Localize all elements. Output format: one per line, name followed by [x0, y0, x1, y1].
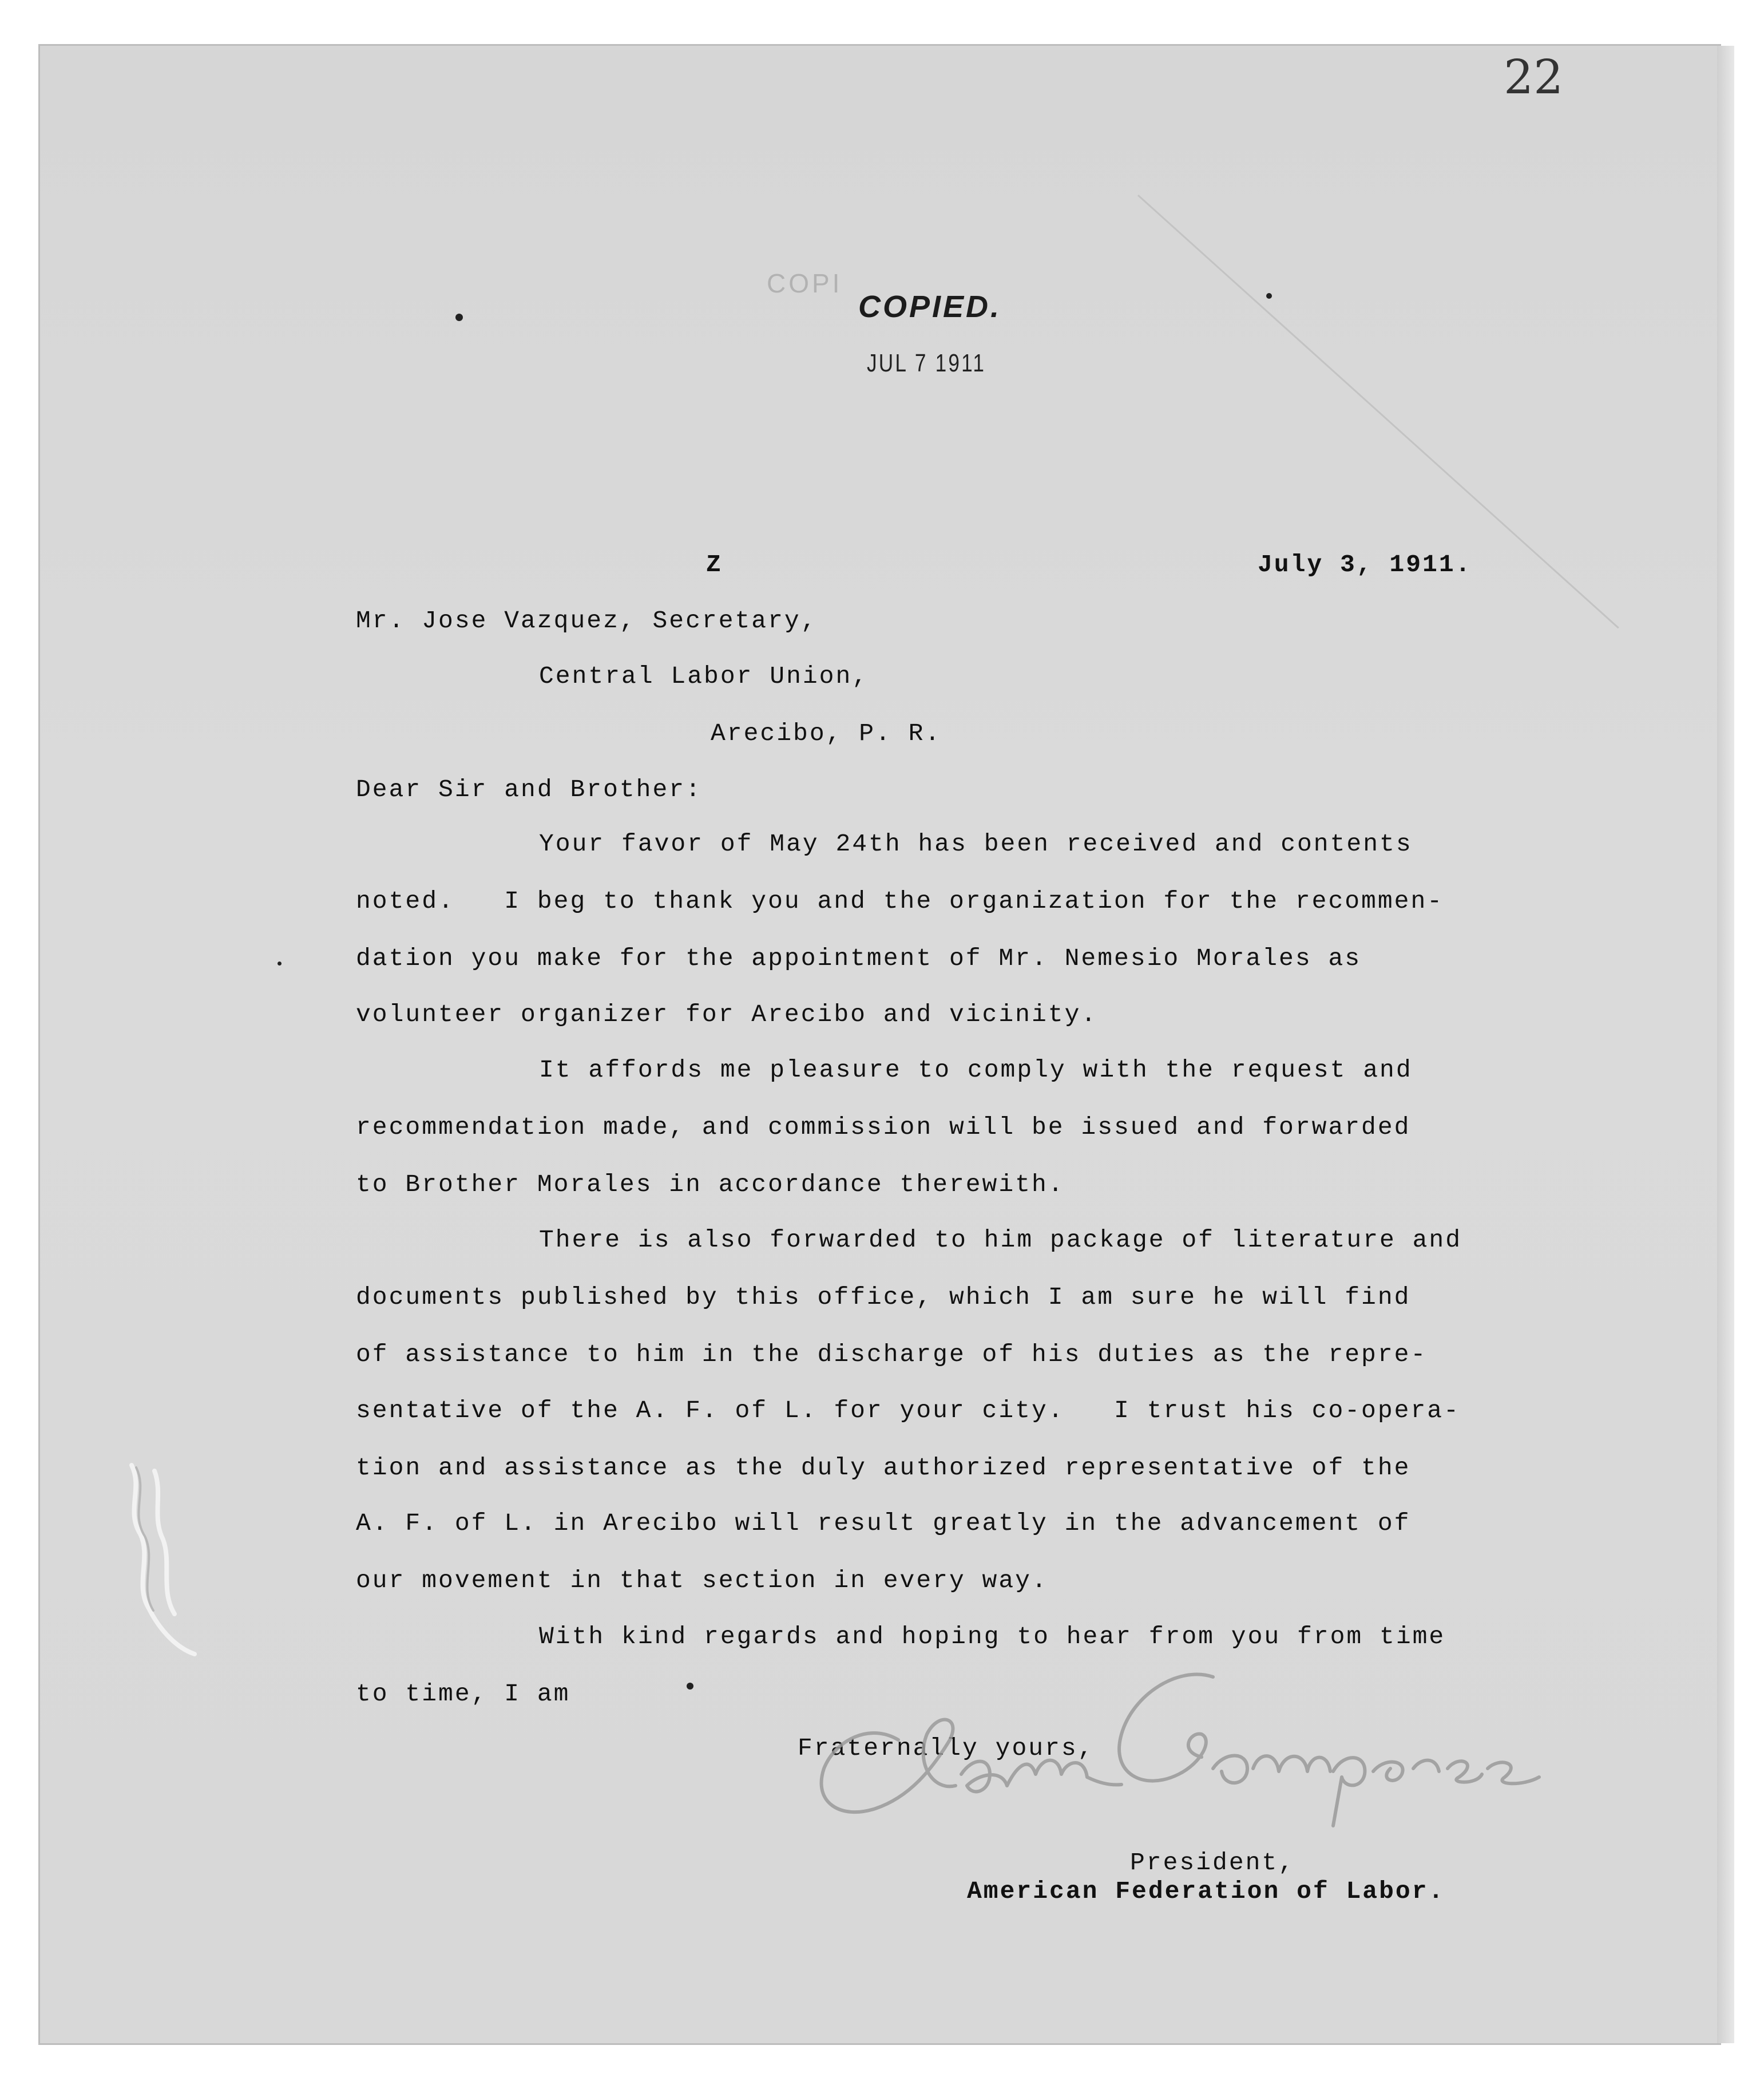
ink-speck [687, 1683, 693, 1690]
body-line: There is also forwarded to him package of literature and [539, 1226, 1462, 1254]
body-line: Your favor of May 24th has been received and contents [539, 830, 1413, 858]
body-line: tion and assistance as the duly authorized representative of the [356, 1454, 1411, 1482]
embossed-seal-mark [109, 1454, 217, 1665]
body-line: recommendation made, and commission will be issued and forwarded [356, 1113, 1411, 1141]
signature-organization: American Federation of Labor. [967, 1877, 1445, 1905]
recipient-line-3: Arecibo, P. R. [711, 719, 942, 747]
page-edge [1717, 46, 1734, 2043]
body-line: our movement in that section in every way. [356, 1566, 1048, 1595]
body-line: It affords me pleasure to comply with the request and [539, 1056, 1413, 1084]
ink-speck [1266, 293, 1272, 299]
body-line: to Brother Morales in accordance therewith. [356, 1170, 1065, 1198]
copied-stamp-date: JUL 7 1911 [867, 349, 986, 377]
body-line: dation you make for the appointment of Mr. Nemesio Morales as [356, 944, 1362, 972]
ink-speck [455, 314, 463, 321]
body-line: A. F. of L. in Arecibo will result greatly in the advancement of [356, 1509, 1411, 1537]
recipient-line-2: Central Labor Union, [539, 662, 869, 690]
recipient-line-1: Mr. Jose Vazquez, Secretary, [356, 607, 818, 635]
salutation: Dear Sir and Brother: [356, 776, 702, 804]
typist-initial: Z [706, 551, 723, 579]
signature-title: President, [1130, 1849, 1295, 1877]
body-line: noted. I beg to thank you and the organization for the recommen- [356, 887, 1444, 915]
body-line: With kind regards and hoping to hear from you from time [539, 1623, 1446, 1651]
body-line: of assistance to him in the discharge of his duties as the repre- [356, 1340, 1428, 1368]
letter-date: July 3, 1911. [1258, 551, 1472, 579]
copied-stamp: COPIED. [858, 290, 1002, 324]
page-number: 22 [1504, 50, 1564, 105]
body-line: to time, I am [356, 1680, 570, 1708]
body-line: sentative of the A. F. of L. for your city. I trust his co-opera- [356, 1396, 1460, 1425]
faint-stamp-ghost: COPI [767, 268, 843, 298]
ink-speck [278, 962, 282, 966]
body-line: documents published by this office, which I am sure he will find [356, 1283, 1411, 1311]
closing: Fraternally yours, [798, 1734, 1095, 1762]
body-line: volunteer organizer for Arecibo and vicinity. [356, 1000, 1098, 1028]
